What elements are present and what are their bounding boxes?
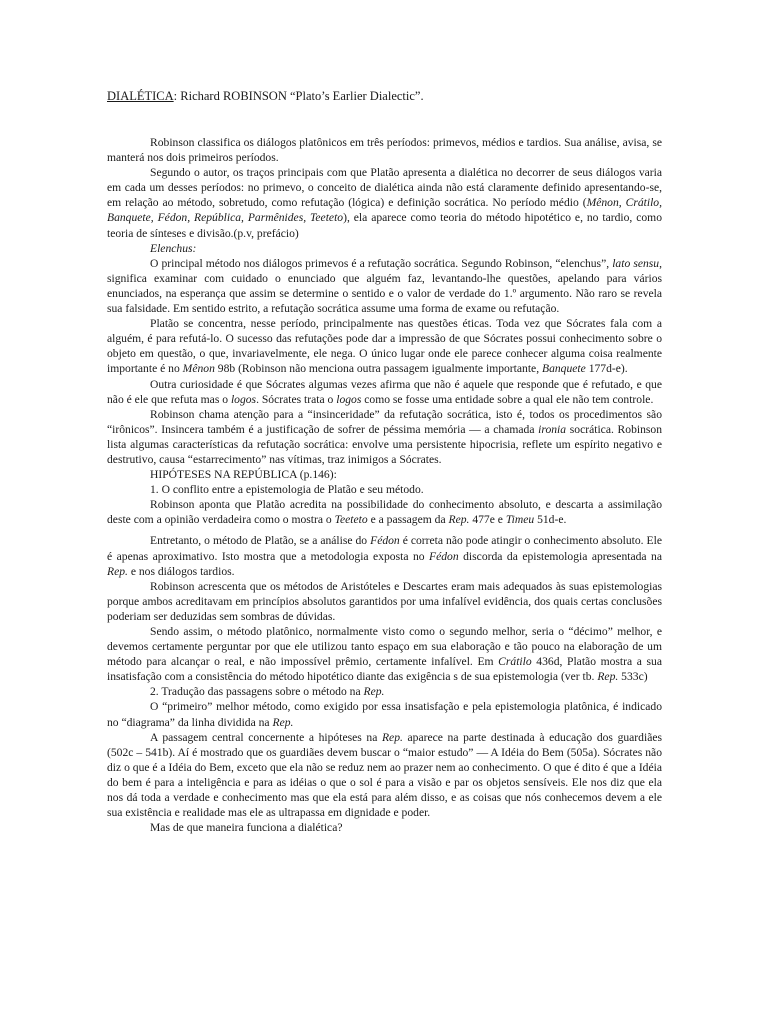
section-heading: HIPÓTESES NA REPÚBLICA (p.146): [150,468,337,482]
subsection-heading: 1. O conflito entre a epistemologia de Platão e seu método. [150,483,424,497]
document-title [107,88,662,104]
paragraph: Platão se concentra, nesse período, principalmente nas questões éticas. Toda vez que Sócrates fala com a alguém, é para refutá-lo. O sucesso das refutações pode dar a impressão de que Sócrates possui conhecimento sobre o objeto em questão, o que, invariavelmente, ele nega. O único lugar onde ele parece conhecer alguma coisa realmente importante é no Mênon 98b (Robinson não menciona outra passagem igualmente importante, Banquete 177d-e). [107,317,662,376]
paragraph: Entretanto, o método de Platão, se a análise do Fédon é correta não pode atingir o conhecimento absoluto. Ele é apenas aproximativo. Isto mostra que a metodologia exposta no Fédon discorda da epistemologia apresentada na Rep. e nos diálogos tardios. [107,534,662,578]
paragraph: O principal método nos diálogos primevos é a refutação socrática. Segundo Robinson, “elenchus”, lato sensu, significa examinar com cuidado o enunciado que alguém faz, levantando-lhe questões, apelando para vários enunciados, na esperança que assim se determine o sentido e o valor de verdade do 1.º argumento. Não raro se revela sua falsidade. Em sentido estrito, a refutação socrática assume uma forma de exame ou refutação. [107,256,662,316]
paragraph: Robinson acrescenta que os métodos de Aristóteles e Descartes eram mais adequados às suas epistemologias porque ambos acreditavam em princípios absolutos garantidos por uma infalível evidência, dos quais certas conclusões poderiam ser deduzidas sem sombras de dúvidas. [107,579,662,623]
paragraph: Robinson chama atenção para a “insinceridade” da refutação socrática, isto é, todos os procedimentos são “irônicos”. Insincera também é a justificação de sofrer de péssima memória — a chamada ironia socrática. Robinson lista algumas características da refutação socrática: envolve uma persistente hipocrisia, reflete um espírito negativo e destrutivo, causa “estarrecimento” nas vítimas, traz inimigos a Sócrates. [107,407,662,466]
subsection-heading: 2. Tradução das passagens sobre o método na Rep. [150,685,385,699]
paragraph: Robinson classifica os diálogos platônicos em três períodos: primevos, médios e tardios. Sua análise, avisa, se manterá nos dois primeiros períodos. [107,136,662,165]
paragraph: Segundo o autor, os traços principais com que Platão apresenta a dialética no decorrer de seus diálogos varia em cada um desses períodos: no primevo, o conceito de dialética ainda não está claramente definido apresentando-se, em relação ao método, sobretudo, como refutação (lógica) e definição socrática. No período médio (Mênon, Crátilo, Banquete, Fédon, República, Parmênides, Teeteto), ela aparece como teoria do método hipotético e, no tardio, como teoria de sínteses e divisão.(p.v, prefácio) [107,166,662,240]
title-underlined: DIALÉTICA [107,89,174,103]
paragraph: Sendo assim, o método platônico, normalmente visto como o segundo melhor, seria o “décimo” melhor, e devemos certamente perguntar por que ele utilizou tanto espaço em sua elaboração e tão pouco na elaboração de um método para alcançar o real, e não impossível prêmio, certamente infalível. Em Crátilo 436d, Platão mostra a sua insatisfação com a consistência do método hipotético diante das exigência s de sua epistemologia (ver tb. Rep. 533c) [107,625,662,684]
document-body [107,135,662,835]
paragraph: Outra curiosidade é que Sócrates algumas vezes afirma que não é aquele que responde que é refutado, e que não é ele que refuta mas o logos. Sócrates trata o logos como se fosse uma entidade sobre a qual ele não tem controle. [107,377,662,406]
paragraph: Elenchus: [150,241,197,255]
paragraph: O “primeiro” melhor método, como exigido por essa insatisfação e pela epistemologia platônica, é indicado no “diagrama” da linha dividida na Rep. [107,700,662,729]
paragraph: A passagem central concernente a hipóteses na Rep. aparece na parte destinada à educação dos guardiães (502c – 541b). Aí é mostrado que os guardiães devem buscar o “maior estudo” — A Idéia do Bem (505a). Sócrates não diz o que é a Idéia do Bem, exceto que ela não se reduz nem ao prazer nem ao conhecimento. O que é dito é que a Idéia do bem é para a inteligência e para as idéias o que o sol é para a visão e par os objetos sensíveis. Ele nos diz que ela nos dá toda a verdade e conhecimento mas que ela está para além disso, e as coisas que nós conhecemos devem a ele sua existência e realidade mas ele as ultrapassa em dignidade e poder. [107,730,662,820]
paragraph: Mas de que maneira funciona a dialética? [150,821,343,835]
paragraph: Robinson aponta que Platão acredita na possibilidade do conhecimento absoluto, e descarta a assimilação deste com a opinião verdadeira como o mostra o Teeteto e a passagem da Rep. 477e e Timeu 51d-e. [107,498,662,527]
title-rest: : Richard ROBINSON “Plato’s Earlier Dialectic”. [173,89,424,103]
